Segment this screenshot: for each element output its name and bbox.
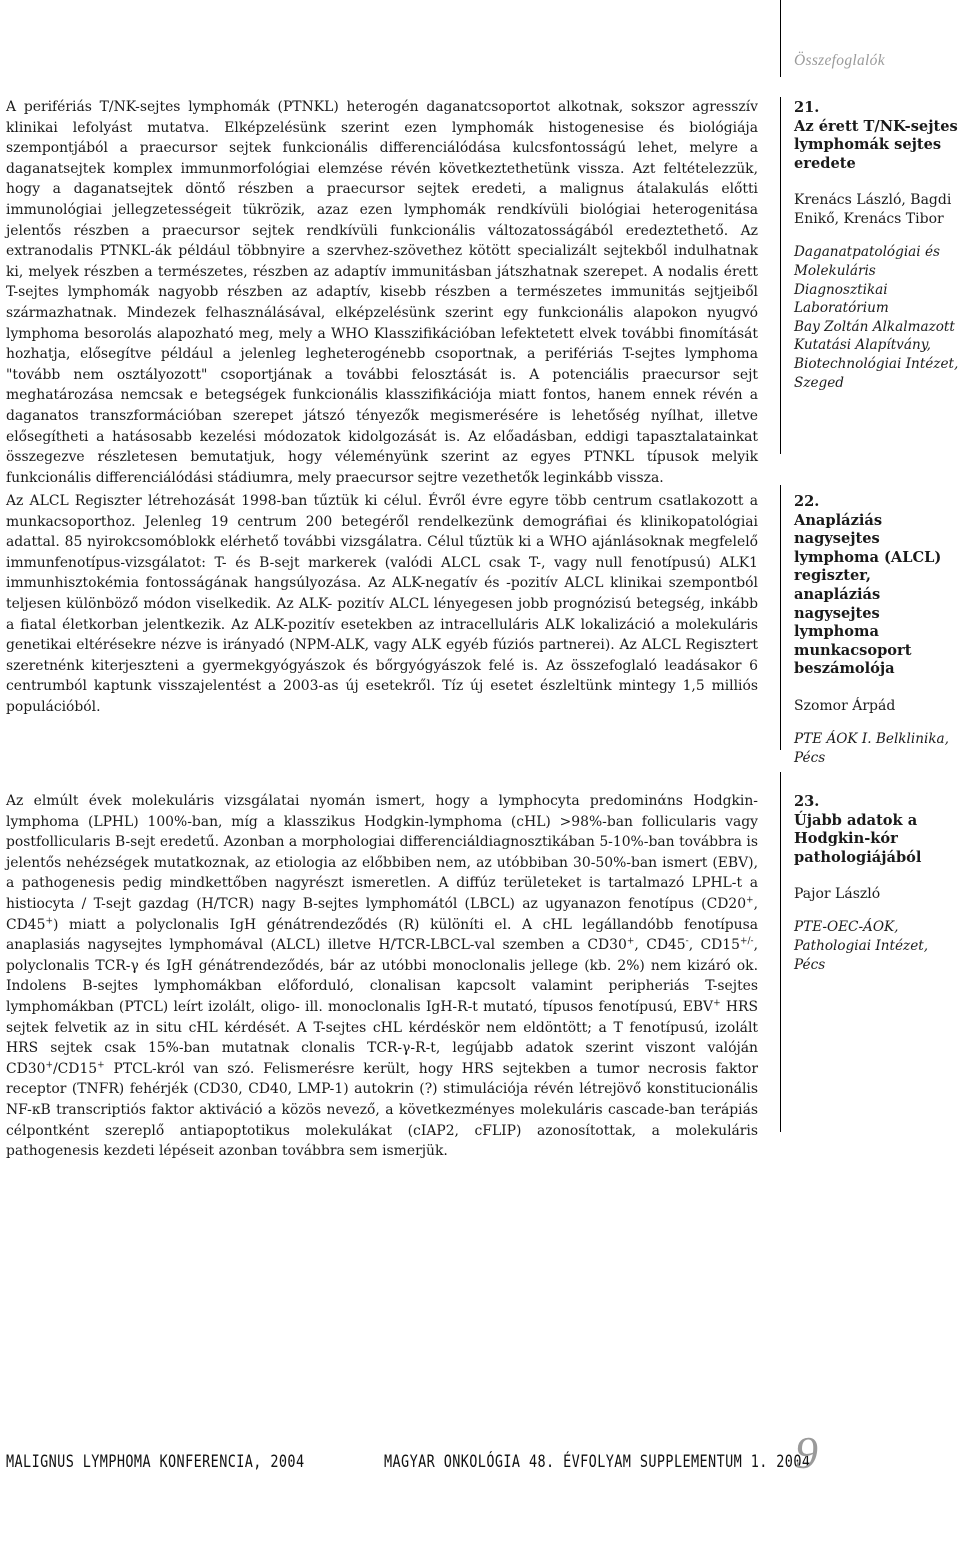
abstract-number: 23. — [794, 793, 820, 810]
abstract-number: 21. — [794, 99, 820, 116]
affiliation-line: PTE ÁOK I. Belklinika, Pécs — [794, 730, 949, 766]
abstract-affiliation — [794, 730, 960, 767]
abstract-23-sidebar — [794, 793, 960, 974]
abstract-21-sidebar — [794, 99, 960, 392]
abstract-number: 22. — [794, 493, 820, 510]
abstract-23-body: Az elmúlt évek molekuláris vizsgálatai nyomán ismert, hogy a lymphocyta predominάns Hodgkin-lymphoma (LPHL) 100%-ban, míg a klasszikus Hodgkin-lymphoma (cHL) >98%-ban follicularis vagy postfollicularis B-sejt eredetű. Azonban a morphologiai differenciáldiagnosztikában 5-10%-ban továbbra is jelentős nehézségek mutatkoznak, az etiologia az előbbiben nem, az utóbbiban 30-50%-ban ismert (EBV), a pathogenesis pedig mindkettőben nagyrészt ismeretlen. A diffúz területeket is tartalmazó LPHL-t a histiocyta / T-sejt gazdag (H/TCR) nagy B-sejtes lymphomától (LBCL) az ugyanazon fenotípus (CD20+, CD45+) miatt a polyclonalis IgH génátrendeződés (R) különíti el. A cHL legállandóbb fenotípusa anaplasiás nagysejtes lymphomával (ALCL) illetve H/TCR-LBCL-val szemben a CD30+, CD45-, CD15+/-, polyclonalis TCR-γ és IgH génátrendeződés, bár az utóbbi monoclonalis jellege (kb. 2%) nem kizáró ok. Indolens B-sejtes lymphomákban előforduló, clonalisan kapcsolt valamint peripheriás T-sejtes lymphomákban (PTCL) leírt izolált, oligo- ill. monoclonalis IgH-R-t mutató, típusos fenotípusú, EBV+ HRS sejtek felvetik az in situ cHL kérdését. A T-sejtes cHL kérdéskör nem eldöntött; a T fenotípusú, izolált HRS sejtek csak 15%-ban mutatnak clonalis TCR-γ-R-t, legújabb adatok szerint viszont valóján CD30+/CD15+ PTCL-król van szó. Felismerésre került, hogy HRS sejtekben a tumor necrosis faktor receptor (TNFR) fehérjék (CD30, CD40, LMP-1) autokrin (?) stimulációja révén létrejövő konstitucionális NF-κB transcriptiós faktor aktiváció a közös nevező, a következményes molekuláris cascade-ban terápiás célpontként szereplő antiapoptotikus molekulákat (cIAP2, cFLIP) azonosítottak, a molekuláris pathogenesis kezdeti lépéseit azonban továbbra sem ismerjük. — [6, 793, 758, 1160]
page-number: 9 — [795, 1427, 818, 1478]
abstract-21-body: A perifériás T/NK-sejtes lymphomák (PTNKL) heterogén daganatcsoportot alkotnak, sokszor agresszív klinikai lefolyást mutatva. Elképzelésünk szerint ezen lymphomák histogenesise és biológiája szempontjából a praecursor sejtek funkcionális differenciálódása kulcsfontosságú lehet, melyre a daganatsejtek komplex immunmorfológiai elemzése révén következtethetünk vissza. Azt feltételezzük, hogy a daganatsejtek döntő részben a praecursor sejtek eredeti, a malignus átalakulás előtti immunológiai jellegzetességeit tükrözik, azaz ezen lymphomák rendkívüli biológiai heterogenitása jelentős részben a praecursor sejtek rendkívüli funkcionális változatosságából eredeztethető. Az extranodalis PTNKL-ák például többnyire a szervhez-szövethez kötött specializált sejtekből indulhatnak ki, melyek részben a természetes, részben az adaptív immunitásban játszhatnak szerepet. A nodalis érett T-sejtes lymphomák nagyobb részben az adaptív, kisebb részben a természetes immunitás sejtjeiből származhatnak. Mindezek felhasználásával, elképzelésünk szerint egy funkcionális alapokon nyugvó lymphoma besorolás alapozható meg, mely a WHO Klasszifikációban lefektetett elvek további finomítását hozhatja, elősegítve például a jelenleg legheterogénebb csoportnak, a perifériás T-sejtes lymphoma "tovább nem osztályozott" csoportjának a további felosztását is. A potenciális praecursor sejt meghatározása nemcsak e betegségek funkcionális klasszifikációja miatt fontos, hanem ennek révén a daganatos transzformációban szerepet játszó tényezők megismerésére is lehetőség nyílhat, illetve elősegítheti a hatásosabb kezelési módozatok kidolgozását is. Az előadásban, eddigi tapasztalatainkat összegezve részletesen bemutatjuk, hogy véleményünk szerint az egyes PTNKL típusok melyik funkcionális differenciálódási stádiumra, mely praecursor sejtre vezethetők leginkább vissza. — [6, 99, 758, 486]
abstract-authors: Szomor Árpád — [794, 697, 896, 714]
abstract-authors: Pajor László — [794, 886, 881, 903]
column-rule — [780, 772, 781, 1132]
running-head: Összefoglalók — [794, 52, 885, 69]
abstract-affiliation — [794, 918, 960, 974]
column-rule — [780, 97, 781, 454]
abstract-affiliation — [794, 243, 960, 392]
footer-left: MALIGNUS LYMPHOMA KONFERENCIA, 2004 — [6, 1452, 305, 1472]
footer-center: MAGYAR ONKOLÓGIA 48. ÉVFOLYAM SUPPLEMENTUM 1. 2004 — [384, 1452, 811, 1472]
abstract-title: Újabb adatok a Hodgkin-kór pathologiájából — [794, 811, 922, 866]
column-rule — [780, 485, 781, 750]
column-rule — [780, 0, 781, 77]
abstract-title: Az érett T/NK-sejtes lymphomák sejtes eredete — [794, 117, 958, 172]
affiliation-line: Bay Zoltán Alkalmazott Kutatási Alapítvány, Biotechnológiai Intézet, Szeged — [794, 318, 959, 391]
abstract-authors: Krenács László, Bagdi Enikő, Krenács Tibor — [794, 192, 952, 228]
affiliation-line: PTE-OEC-ÁOK, Pathologiai Intézet, Pécs — [794, 919, 929, 973]
abstract-22-sidebar — [794, 493, 960, 767]
abstract-22-body: Az ALCL Regiszter létrehozását 1998-ban tűztük ki célul. Évről évre egyre több centrum csatlakozott a munkacsoporthoz. Jelenleg 19 centrum 200 betegéről rendelkezünk demográfiai és klinikopatológiai adattal. 85 nyirokcsomóblokk elérhető további vizsgálatra. Célul tűztük ki a WHO ajánlásoknak megfelelő immunfenotípus-vizsgálatot: T- és B-sejt markerek (valódi ALCL csak T-, vagy null fenotípusú) ALK1 immunhisztokémia fontosságának hangsúlyozása. Az ALK-negatív és -pozitív ALCL klinikai szempontból teljesen különböző módon viselkedik. Az ALK- pozitív ALCL lényegesen jobb prognózisú betegség, inkább a fiatal életkorban jelentkezik. Az ALK-pozitív esetekben az intracelluláris ALK lokalizáció a molekuláris genetikai eltérésekre nézve is irányadó (NPM-ALK, vagy ALK egyéb fúziós partnerei). Az ALCL Regisztert szeretnénk kiterjeszteni a gyermekgyógyászok és bőrgyógyászok felé is. Az összefoglaló leadásakor 6 centrumból kaptunk visszajelentést a 2003-as új esetekről. Tíz új esetet észleltünk mintegy 1,5 milliós populációból. — [6, 493, 758, 715]
affiliation-line: Daganatpatológiai és Molekuláris Diagnosztikai Laboratórium — [794, 244, 940, 317]
abstract-title: Anapláziás nagysejtes lymphoma (ALCL) regiszter, anapláziás nagysejtes lymphoma munkacsoport beszámolója — [794, 511, 942, 678]
